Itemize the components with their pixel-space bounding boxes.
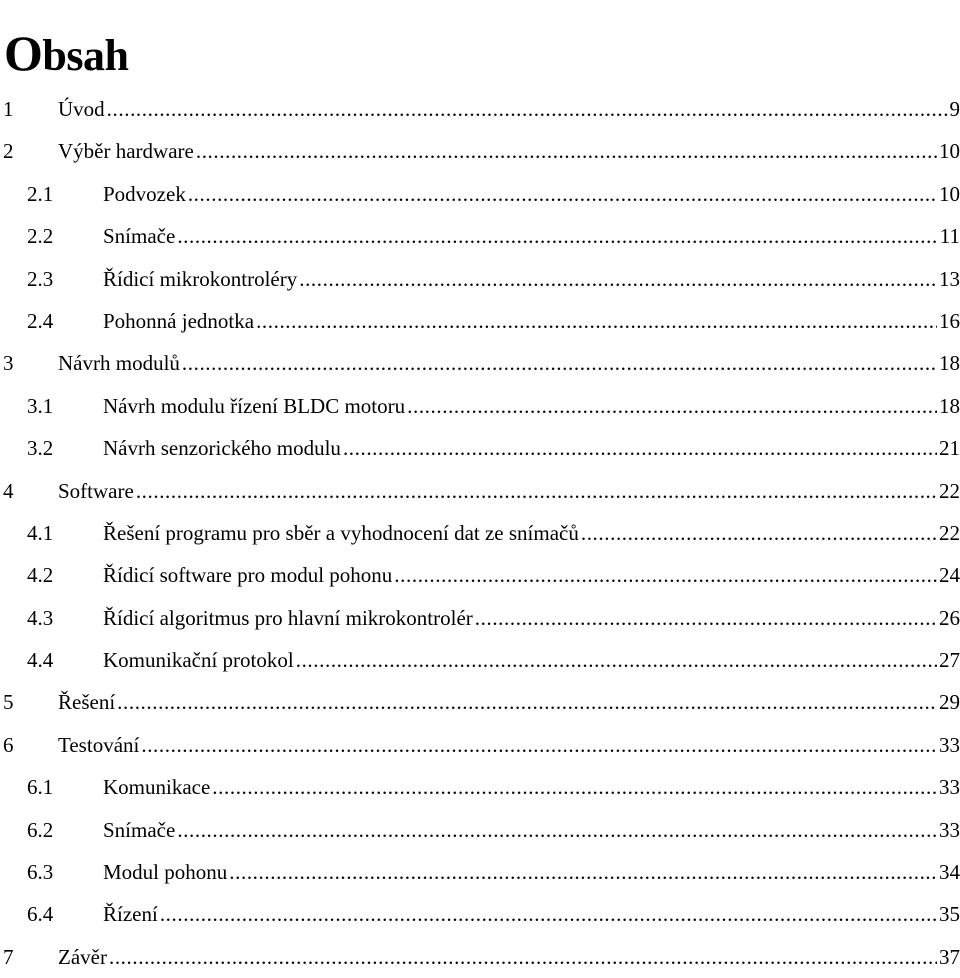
- toc-entry-number: 6.4: [27, 902, 53, 926]
- toc-entry-number: 3: [3, 351, 14, 375]
- toc-chapter-entry[interactable]: [0, 130, 960, 172]
- toc-chapter-entry[interactable]: [0, 724, 960, 766]
- toc-entry-title[interactable]: Návrh modulů: [58, 351, 182, 375]
- toc-entry-body: [103, 436, 960, 460]
- toc-entry-title[interactable]: Snímače: [103, 818, 177, 842]
- toc-section-entry[interactable]: [0, 258, 960, 300]
- toc-page-number[interactable]: 34: [937, 860, 960, 884]
- toc-chapter-entry[interactable]: [0, 681, 960, 723]
- toc-dot-leader: [117, 690, 937, 714]
- toc-chapter-entry[interactable]: [0, 342, 960, 384]
- toc-entry-body: [58, 479, 960, 503]
- toc-entry-body: [103, 267, 960, 291]
- toc-section-entry[interactable]: [0, 554, 960, 596]
- toc-entry-title[interactable]: Úvod: [58, 97, 107, 121]
- toc-dot-leader: [160, 902, 937, 926]
- toc-entry-number: 2: [3, 139, 14, 163]
- toc-section-entry[interactable]: [0, 512, 960, 554]
- toc-entry-number: 3.2: [27, 436, 53, 460]
- page-title-first-letter: O: [4, 25, 42, 81]
- toc-entry-body: [103, 182, 960, 206]
- toc-entry-title[interactable]: Komunikace: [103, 775, 212, 799]
- page-title: [4, 31, 128, 78]
- toc-section-entry[interactable]: [0, 385, 960, 427]
- toc-entry-title[interactable]: Pohonná jednotka: [103, 309, 256, 333]
- toc-dot-leader: [256, 309, 937, 333]
- toc-entry-body: [103, 224, 960, 248]
- toc-entry-number: 6: [3, 733, 14, 757]
- toc-entry-body: [103, 394, 960, 418]
- toc-dot-leader: [394, 563, 937, 587]
- toc-chapter-entry[interactable]: [0, 936, 960, 978]
- toc-dot-leader: [177, 224, 937, 248]
- toc-section-entry[interactable]: [0, 300, 960, 342]
- toc-entry-body: [103, 521, 960, 545]
- table-of-contents: [0, 88, 960, 978]
- toc-page-number[interactable]: 29: [937, 690, 960, 714]
- toc-section-entry[interactable]: [0, 215, 960, 257]
- toc-dot-leader: [196, 139, 937, 163]
- toc-page-number[interactable]: 11: [938, 224, 960, 248]
- toc-entry-title[interactable]: Modul pohonu: [103, 860, 229, 884]
- toc-dot-leader: [299, 267, 937, 291]
- toc-entry-body: [103, 775, 960, 799]
- toc-chapter-entry[interactable]: [0, 88, 960, 130]
- toc-dot-leader: [141, 733, 937, 757]
- toc-entry-title[interactable]: Řešení programu pro sběr a vyhodnocení dat ze snímačů: [103, 521, 581, 545]
- toc-dot-leader: [109, 945, 937, 969]
- toc-section-entry[interactable]: [0, 427, 960, 469]
- toc-entry-number: 2.2: [27, 224, 53, 248]
- toc-section-entry[interactable]: [0, 597, 960, 639]
- toc-entry-number: 2.3: [27, 267, 53, 291]
- toc-entry-body: [103, 902, 960, 926]
- toc-dot-leader: [177, 818, 937, 842]
- toc-entry-number: 5: [3, 690, 14, 714]
- toc-page-number[interactable]: 16: [937, 309, 960, 333]
- toc-chapter-entry[interactable]: [0, 470, 960, 512]
- toc-dot-leader: [581, 521, 937, 545]
- toc-entry-title[interactable]: Řízení: [103, 902, 160, 926]
- toc-entry-title[interactable]: Výběr hardware: [58, 139, 196, 163]
- toc-entry-body: [103, 309, 960, 333]
- toc-entry-number: 6.1: [27, 775, 53, 799]
- toc-entry-number: 3.1: [27, 394, 53, 418]
- toc-dot-leader: [212, 775, 937, 799]
- toc-dot-leader: [475, 606, 937, 630]
- toc-page-number[interactable]: 10: [937, 139, 960, 163]
- toc-page-number[interactable]: 33: [937, 733, 960, 757]
- toc-page-number[interactable]: 13: [937, 267, 960, 291]
- toc-entry-body: [58, 97, 960, 121]
- toc-entry-number: 2.1: [27, 182, 53, 206]
- toc-section-entry[interactable]: [0, 809, 960, 851]
- toc-page-number[interactable]: 9: [948, 97, 960, 121]
- toc-page-number[interactable]: 35: [937, 902, 960, 926]
- toc-entry-title[interactable]: Testování: [58, 733, 141, 757]
- toc-dot-leader: [407, 394, 937, 418]
- toc-entry-title[interactable]: Řešení: [58, 690, 117, 714]
- toc-dot-leader: [107, 97, 948, 121]
- toc-entry-number: 4: [3, 479, 14, 503]
- toc-page-number[interactable]: 22: [937, 521, 960, 545]
- toc-entry-title[interactable]: Návrh modulu řízení BLDC motoru: [103, 394, 407, 418]
- toc-entry-number: 7: [3, 945, 14, 969]
- toc-entry-number: 6.3: [27, 860, 53, 884]
- toc-page-number[interactable]: 10: [937, 182, 960, 206]
- toc-entry-title[interactable]: Software: [58, 479, 136, 503]
- toc-section-entry[interactable]: [0, 173, 960, 215]
- toc-entry-body: [58, 139, 960, 163]
- toc-entry-title[interactable]: Komunikační protokol: [103, 648, 296, 672]
- toc-entry-body: [58, 945, 960, 969]
- toc-entry-title[interactable]: Snímače: [103, 224, 177, 248]
- toc-entry-body: [103, 563, 960, 587]
- toc-entry-title[interactable]: Závěr: [58, 945, 109, 969]
- toc-page-number[interactable]: 33: [937, 775, 960, 799]
- toc-page-number[interactable]: 27: [937, 648, 960, 672]
- toc-page-number[interactable]: 24: [937, 563, 960, 587]
- toc-page-number[interactable]: 37: [937, 945, 960, 969]
- toc-section-entry[interactable]: [0, 851, 960, 893]
- toc-entry-title[interactable]: Řídicí mikrokontroléry: [103, 267, 299, 291]
- toc-page-number[interactable]: 18: [937, 394, 960, 418]
- toc-section-entry[interactable]: [0, 639, 960, 681]
- toc-entry-body: [58, 733, 960, 757]
- toc-entry-title[interactable]: Řídicí software pro modul pohonu: [103, 563, 394, 587]
- toc-entry-number: 6.2: [27, 818, 53, 842]
- toc-section-entry[interactable]: [0, 893, 960, 935]
- toc-section-entry[interactable]: [0, 766, 960, 808]
- toc-page-number[interactable]: 33: [937, 818, 960, 842]
- toc-page-number[interactable]: 22: [937, 479, 960, 503]
- toc-entry-number: 1: [3, 97, 14, 121]
- toc-entry-number: 4.4: [27, 648, 53, 672]
- toc-entry-title[interactable]: Návrh senzorického modulu: [103, 436, 343, 460]
- toc-dot-leader: [343, 436, 937, 460]
- toc-entry-body: [103, 860, 960, 884]
- toc-entry-body: [103, 818, 960, 842]
- toc-entry-number: 4.3: [27, 606, 53, 630]
- toc-dot-leader: [136, 479, 937, 503]
- toc-entry-title[interactable]: Řídicí algoritmus pro hlavní mikrokontrolér: [103, 606, 475, 630]
- toc-entry-number: 4.1: [27, 521, 53, 545]
- toc-entry-body: [103, 648, 960, 672]
- toc-dot-leader: [188, 182, 937, 206]
- toc-entry-body: [103, 606, 960, 630]
- toc-entry-number: 2.4: [27, 309, 53, 333]
- toc-entry-title[interactable]: Podvozek: [103, 182, 188, 206]
- toc-dot-leader: [229, 860, 937, 884]
- page-title-rest: bsah: [42, 31, 128, 80]
- toc-entry-body: [58, 690, 960, 714]
- toc-page-number[interactable]: 26: [937, 606, 960, 630]
- toc-dot-leader: [296, 648, 937, 672]
- toc-entry-body: [58, 351, 960, 375]
- toc-dot-leader: [182, 351, 937, 375]
- toc-page-number[interactable]: 18: [937, 351, 960, 375]
- toc-entry-number: 4.2: [27, 563, 53, 587]
- toc-page-number[interactable]: 21: [937, 436, 960, 460]
